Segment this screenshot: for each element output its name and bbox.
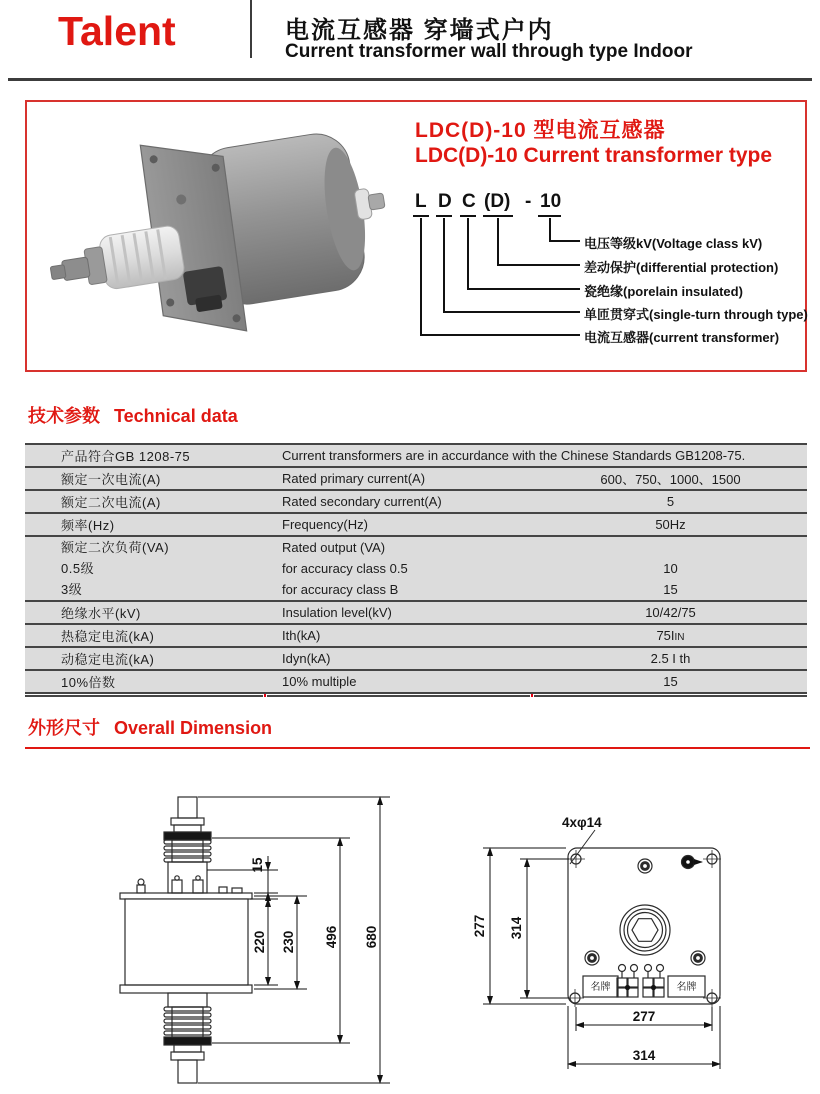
hole-spec-label: 4xφ14 — [562, 815, 602, 830]
cell-en: 10% multiple — [267, 671, 534, 692]
nameplate-right-label: 名牌 — [676, 982, 697, 993]
model-underline — [538, 215, 561, 217]
model-connector — [497, 218, 499, 265]
model-connector — [467, 218, 469, 289]
cell-zh: 额定二次负荷(VA) 0.5级 3级 — [25, 537, 267, 600]
cell-zh: 动稳定电流(kA) — [25, 648, 267, 669]
header-rule — [8, 78, 812, 81]
model-meaning-voltage: 电压等级kV(Voltage class kV) — [584, 236, 763, 251]
cell-zh: 产品符合GB 1208-75 — [25, 445, 267, 466]
model-connector — [467, 288, 580, 290]
cell-en: Idyn(kA) — [267, 648, 534, 669]
table-row — [25, 625, 807, 648]
technical-data-table — [25, 443, 807, 697]
cell-value: 75I IN — [534, 625, 807, 646]
cell-value: 10 15 — [534, 537, 807, 600]
product-photo — [39, 108, 401, 360]
model-underline — [483, 215, 513, 217]
model-underline — [460, 215, 476, 217]
cell-value: 50Hz — [534, 514, 807, 535]
model-meaning-differential: 差动保护(differential protection) — [584, 260, 779, 275]
model-meaning-ct: 电流互感器(current transformer) — [584, 330, 780, 345]
product-name-zh: LDC(D)-10 型电流互感器 — [415, 119, 666, 142]
model-connector — [443, 218, 445, 312]
technical-data-heading — [28, 402, 238, 428]
dim-label-680: 680 — [364, 925, 379, 949]
product-name-en: LDC(D)-10 Current transformer type — [415, 144, 773, 167]
model-connector — [420, 218, 422, 336]
technical-heading-en: Technical data — [114, 406, 238, 426]
overall-dimension-heading — [28, 714, 272, 740]
table-row — [25, 491, 807, 514]
model-letter-l: L — [415, 191, 427, 212]
technical-heading-zh: 技术参数 — [28, 406, 100, 426]
dim-label-314-bottom: 314 — [632, 1048, 656, 1063]
dim-label-220: 220 — [252, 930, 267, 954]
cell-value: 10/42/75 — [534, 602, 807, 623]
table-row — [25, 648, 807, 671]
model-connector — [549, 240, 580, 242]
table-row — [25, 514, 807, 537]
cell-zh: 热稳定电流(kA) — [25, 625, 267, 646]
table-row — [25, 671, 807, 694]
table-row-standard — [25, 445, 807, 468]
header-divider — [250, 0, 252, 58]
cell-en: Frequency(Hz) — [267, 514, 534, 535]
table-row-rated-output-group — [25, 537, 807, 602]
dim-label-496: 496 — [324, 925, 339, 949]
model-letter-d2: (D) — [484, 191, 511, 212]
front-view-drawing — [470, 785, 820, 1094]
dim-label-277-left: 277 — [472, 914, 487, 938]
cell-zh: 额定二次电流(A) — [25, 491, 267, 512]
cell-value: 15 — [534, 671, 807, 692]
cell-en: Rated primary current(A) — [267, 468, 534, 489]
transformer-photo-group — [39, 109, 401, 360]
nameplate-left-label: 名牌 — [590, 982, 611, 993]
page-title-zh: 电流互感器 穿墙式户内 — [285, 17, 554, 44]
dim-label-277-bottom: 277 — [632, 1009, 656, 1024]
model-meaning-single-turn: 单匝贯穿式(single-turn through type) — [584, 307, 808, 322]
cell-value: 600、750、1000、1500 — [534, 468, 807, 489]
cell-zh: 额定一次电流(A) — [25, 468, 267, 489]
front-view-outline — [566, 830, 721, 1007]
product-overview-box — [25, 100, 807, 372]
cell-en: Insulation level(kV) — [267, 602, 534, 623]
cell-zh: 频率(Hz) — [25, 514, 267, 535]
cell-en: Rated output (VA) for accuracy class 0.5 for accuracy class B — [267, 537, 534, 600]
dim-label-15: 15 — [250, 857, 265, 873]
model-connector — [549, 218, 551, 241]
model-connector — [497, 264, 580, 266]
side-view-drawing — [60, 785, 460, 1094]
model-letter-d1: D — [438, 191, 452, 212]
cell-en: Current transformers are in accurdance with the Chinese Standards GB1208-75. — [267, 445, 807, 466]
brand-logo: Talent — [58, 8, 176, 54]
dim-label-230: 230 — [281, 930, 296, 954]
cell-value: 5 — [534, 491, 807, 512]
model-meaning-porcelain: 瓷绝缘(porelain insulated) — [584, 284, 743, 299]
page-title-en: Current transformer wall through type Indoor — [285, 41, 693, 62]
dimension-heading-rule — [25, 747, 810, 749]
model-underline — [413, 215, 429, 217]
cell-zh: 10%倍数 — [25, 671, 267, 692]
table-row — [25, 602, 807, 625]
dim-label-314-left: 314 — [509, 916, 524, 940]
cell-value: 2.5 I th — [534, 648, 807, 669]
cell-en: Ith(kA) — [267, 625, 534, 646]
model-connector — [420, 334, 580, 336]
model-dash: - — [525, 191, 532, 212]
dimension-heading-zh: 外形尺寸 — [28, 718, 100, 738]
cell-zh: 绝缘水平(kV) — [25, 602, 267, 623]
model-number: 10 — [540, 191, 562, 212]
side-view-outline — [120, 797, 252, 1083]
model-connector — [443, 311, 580, 313]
model-underline — [436, 215, 452, 217]
cell-en: Rated secondary current(A) — [267, 491, 534, 512]
dimension-heading-en: Overall Dimension — [114, 718, 273, 738]
model-letter-c: C — [462, 191, 476, 212]
table-row — [25, 468, 807, 491]
